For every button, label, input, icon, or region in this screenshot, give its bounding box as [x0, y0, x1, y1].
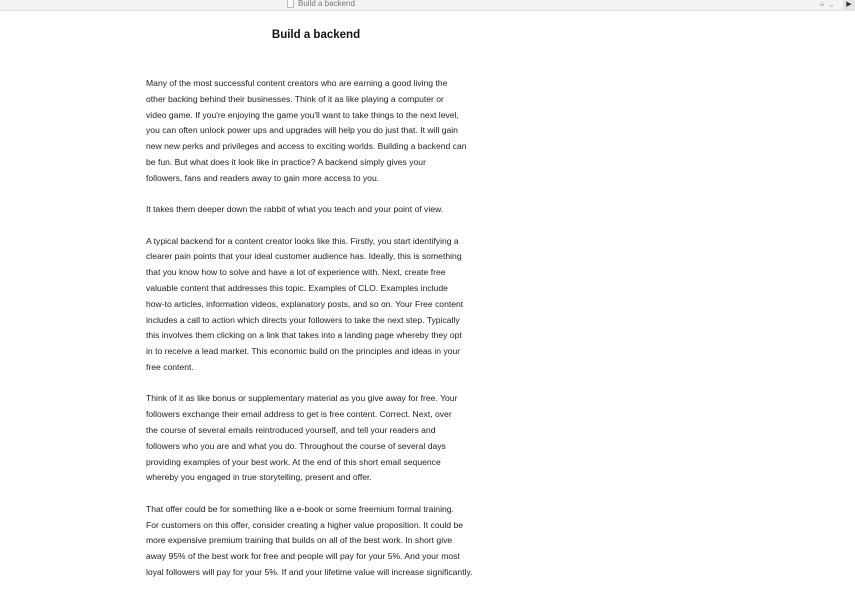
titlebar-controls [820, 0, 855, 10]
paragraph-line: It takes them deeper down the rabbit of what you teach and your point of view. [146, 204, 444, 215]
paragraph-line: in to receive a lead market. This economic build on the principles and ideas in your [146, 346, 461, 357]
paragraph-line: followers, fans and readers away to gain more access to you. [146, 172, 380, 183]
paragraph-line: other backing behind their businesses. Think of it as like playing a computer or [146, 93, 444, 104]
paragraph [146, 391, 496, 486]
paragraph-line: whereby you engaged in true storytelling, present and offer. [146, 472, 372, 483]
paragraph-line: that you know how to solve and have a lot of experience with. Next, create free [146, 267, 446, 278]
document-body[interactable] [146, 28, 496, 596]
paragraph-line: For customers on this offer, consider creating a higher value proposition. It could be [146, 519, 464, 530]
paragraph-line: A typical backend for a content creator looks like this. Firstly, you start identifying a [146, 235, 459, 246]
paragraph-line: more expensive premium training that builds on all of the best work. In short give [146, 535, 453, 546]
paragraph-line: the course of several emails reintroduced yourself, and tell your readers and [146, 424, 436, 435]
paragraph-line: new new perks and privileges and access to exciting worlds. Building a backend can [146, 141, 467, 152]
paragraph-line: Think of it as like bonus or supplementary material as you give away for free. Your [146, 393, 458, 404]
paragraph-container [146, 76, 496, 581]
document-title: Build a backend [271, 29, 361, 41]
paragraph-line: video game. If you're enjoying the game you'll want to take things to the next level, [146, 109, 459, 120]
paragraph-line: loyal followers will pay for your 5%. If and your lifetime value will increase significantly. [146, 566, 473, 577]
paragraph [146, 234, 496, 376]
play-icon[interactable]: ▶ [843, 0, 855, 10]
paragraph-line: this involves them clicking on a link that takes into a landing page whereby they opt [146, 330, 462, 341]
paragraph-line: followers exchange their email address to get is free content. Correct. Next, over [146, 409, 452, 420]
paragraph-line: Many of the most successful content creators who are earning a good living the [146, 78, 448, 88]
paragraph-line: valuable content that addresses this topic. Examples of CLO. Examples include [146, 282, 448, 293]
paragraph-line: you can often unlock power ups and upgrades will help you do just that. It will gain [146, 125, 458, 136]
paragraph-line: followers who you are and what you do. Throughout the course of several days [146, 440, 446, 451]
document-tab[interactable] [287, 0, 355, 9]
paragraph [146, 76, 496, 187]
paragraph [146, 202, 496, 218]
paragraph-line: That offer could be for something like a e-book or some freemium formal training. [146, 503, 454, 514]
paragraph-line: be fun. But what does it look like in practice? A backend simply gives your [146, 156, 426, 167]
paragraph-line: free content. [146, 361, 194, 372]
chevron-down-icon[interactable]: ⌄ [828, 0, 835, 9]
paragraph-line: away 95% of the best work for free and people will pay for your 5%. And your most [146, 551, 460, 562]
paragraph-line: how-to articles, information videos, explanatory posts, and so on. Your Free content [146, 298, 464, 309]
paragraph-line: clearer pain points that your ideal customer audience has. Ideally, this is something [146, 251, 462, 262]
outline-list-icon[interactable]: ≡ [819, 0, 825, 9]
document-icon [287, 0, 294, 8]
tab-title-label: Build a backend [298, 0, 355, 8]
paragraph [146, 502, 496, 581]
paragraph-line: includes a call to action which directs your followers to take the next step. Typically [146, 314, 460, 325]
window-titlebar [0, 0, 855, 11]
paragraph-line: providing examples of your best work. At the end of this short email sequence [146, 456, 441, 467]
